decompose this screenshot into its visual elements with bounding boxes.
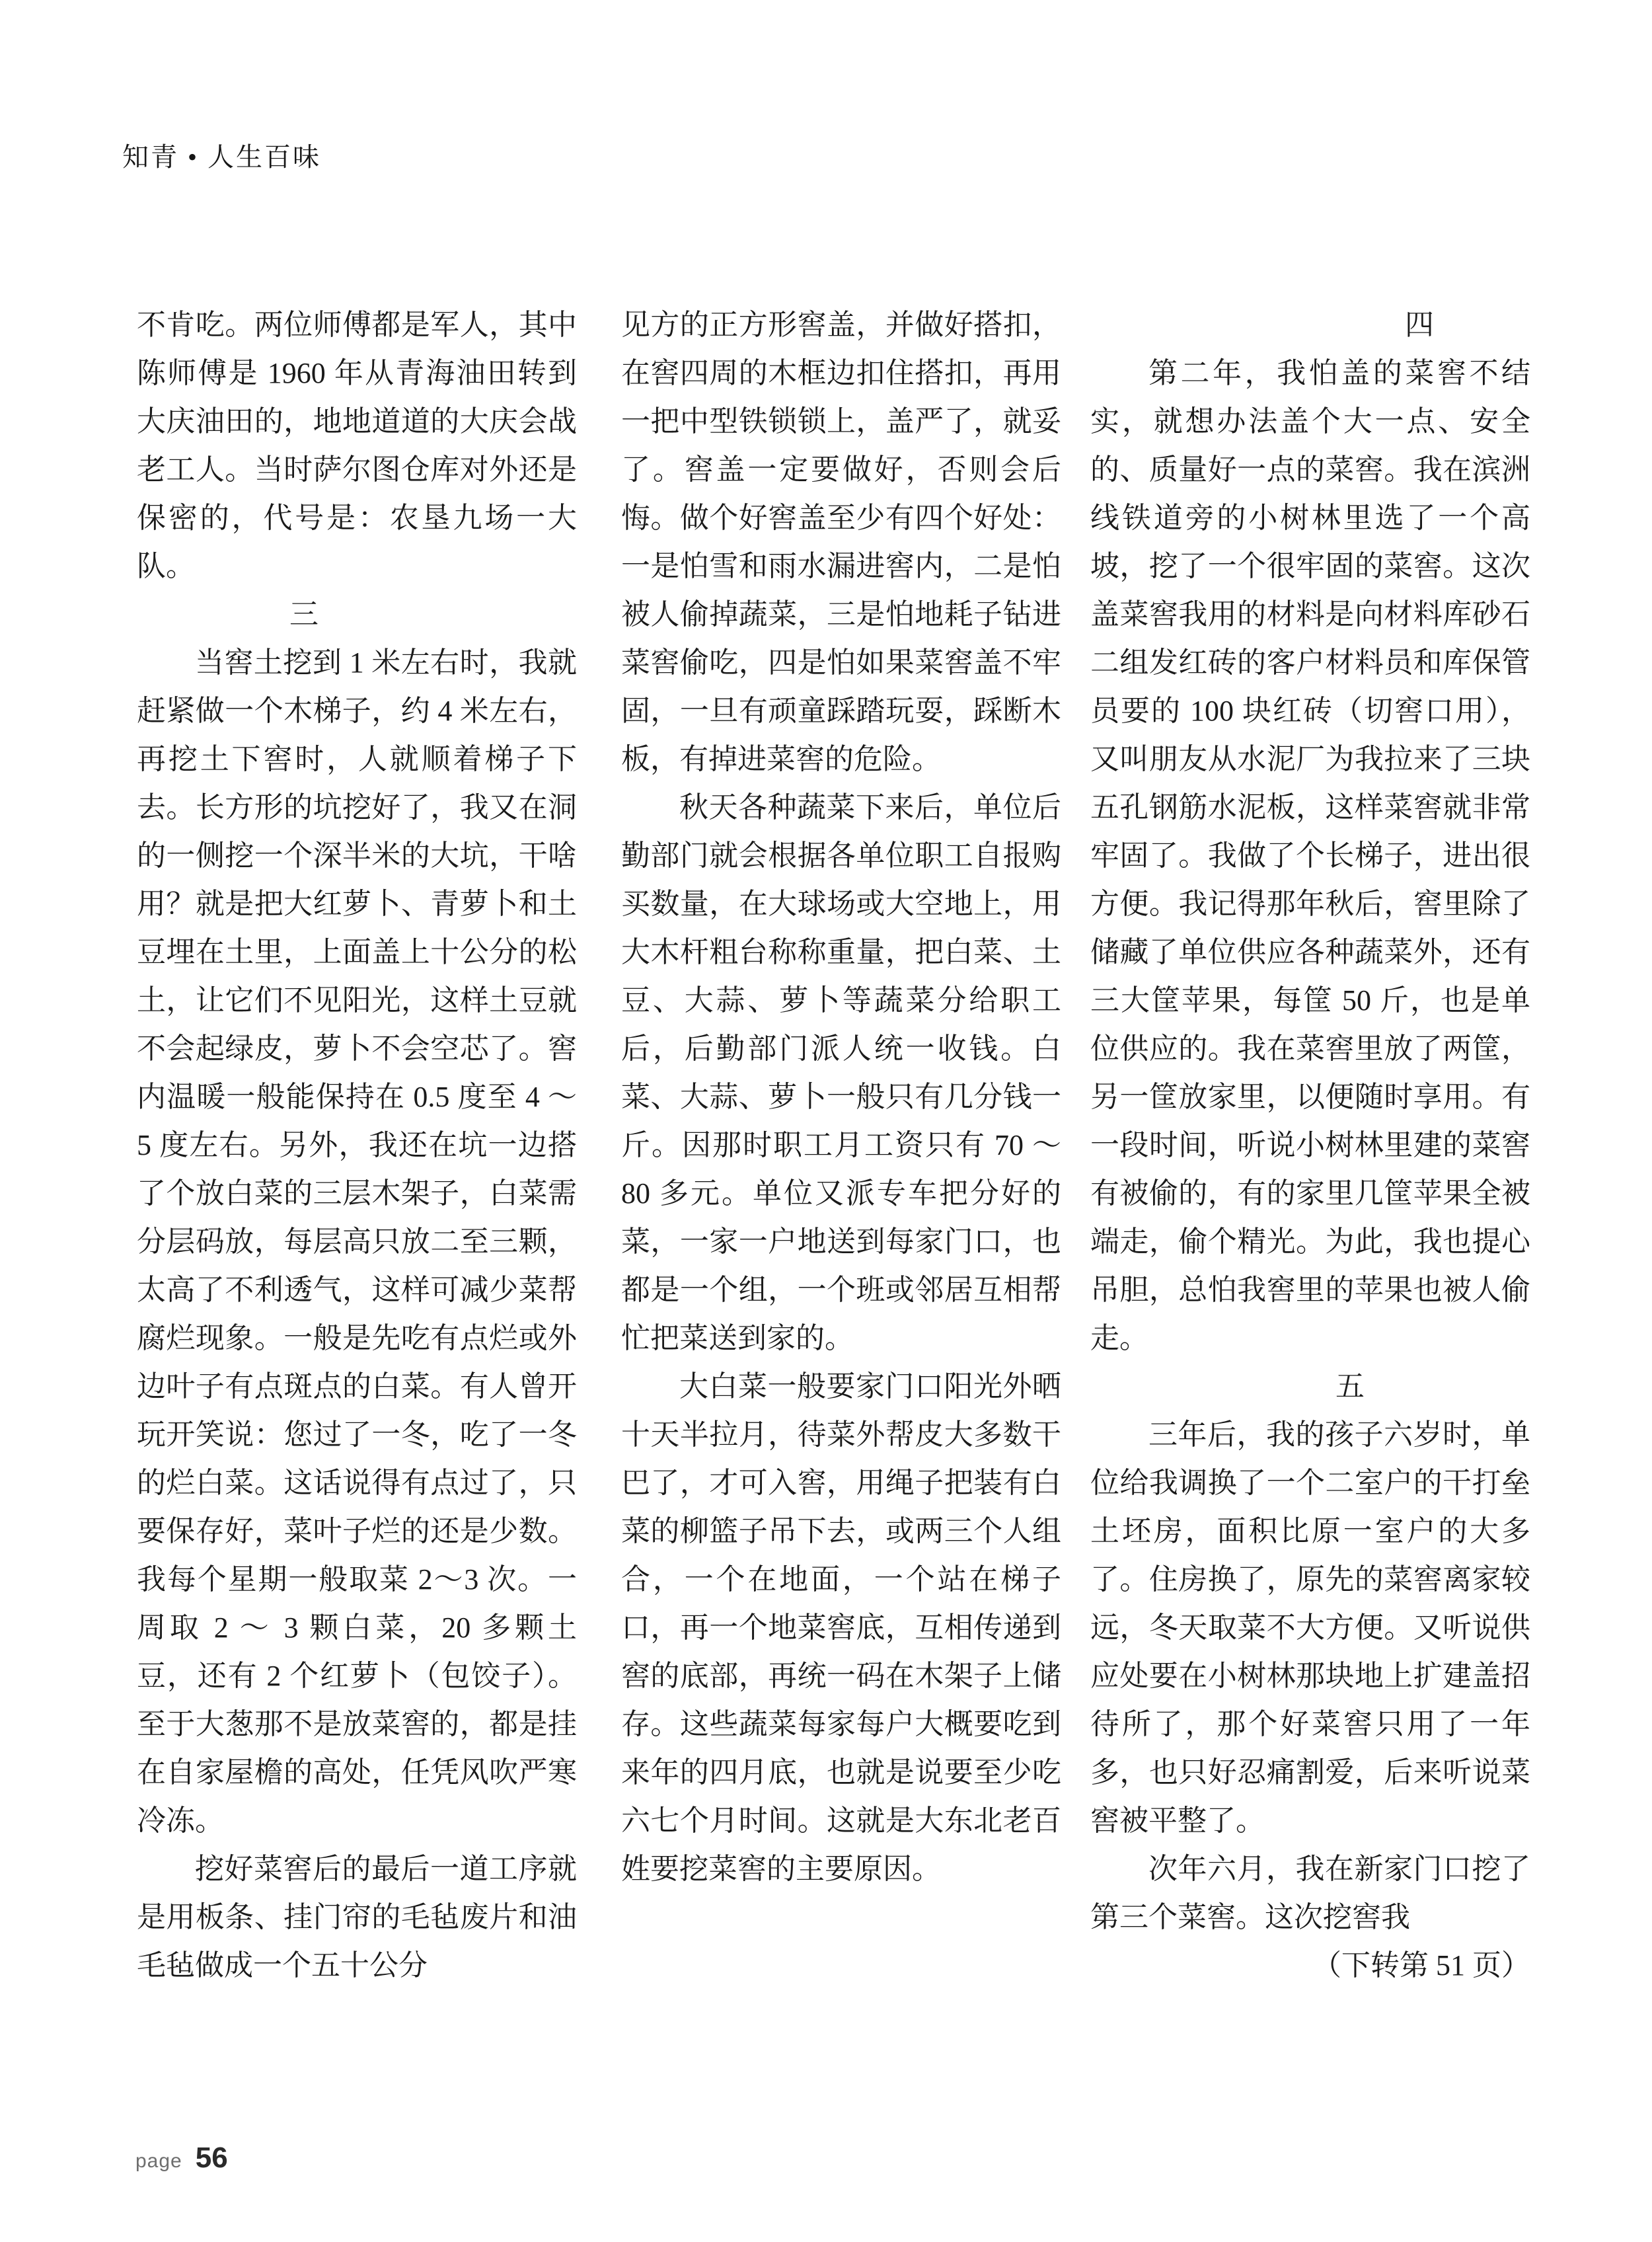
section-heading: 五 [1335, 1370, 1365, 1403]
text-column-2 [621, 301, 1061, 2099]
paragraph: 不肯吃。两位师傅都是军人，其中陈师傅是 1960 年从青海油田转到大庆油田的，地地道道的大庆会战老工人。当时萨尔图仓库对外还是保密的，代号是：农垦九场一大队。 [137, 309, 577, 582]
page-number: 56 [195, 2142, 228, 2174]
paragraph: 三年后，我的孩子六岁时，单位给我调换了一个二室户的干打垒土坯房，面积比原一室户的大多了。住房换了，原先的菜窖离家较远，冬天取菜不大方便。又听说供应处要在小树林那块地上扩建盖招待所了，那个好菜窖只用了一年多，也只好忍痛割爱，后来听说菜窖被平整了。 [1090, 1418, 1530, 1837]
continuation-note: （下转第 51 页） [1312, 1949, 1530, 1982]
text-column-3 [1090, 301, 1530, 2099]
paragraph: 见方的正方形窖盖，并做好搭扣，在窖四周的木框边扣住搭扣，再用一把中型铁锁锁上，盖严了，就妥了。窖盖一定要做好，否则会后悔。做个好窖盖至少有四个好处：一是怕雪和雨水漏进窖内，二是怕被人偷掉蔬菜，三是怕地耗子钻进菜窖偷吃，四是怕如果菜窖盖不牢固，一旦有顽童踩踏玩耍，踩断木板，有掉进菜窖的危险。 [621, 309, 1061, 775]
paragraph: 大白菜一般要家门口阳光外晒十天半拉月，待菜外帮皮大多数干巴了，才可入窖，用绳子把装有白菜的柳篮子吊下去，或两三个人组合，一个在地面，一个站在梯子口，再一个地菜窖底，互相传递到窖的底部，再统一码在木架子上储存。这些蔬菜每家每户大概要吃到来年的四月底，也就是说要至少吃六七个月时间。这就是大东北老百姓要挖菜窖的主要原因。 [621, 1370, 1061, 1885]
section-heading: 三 [289, 598, 319, 631]
paragraph: 次年六月，我在新家门口挖了第三个菜窖。这次挖窖我 [1090, 1853, 1530, 1933]
section-heading: 四 [1405, 309, 1434, 341]
page-label: page [135, 2150, 182, 2172]
paragraph: 秋天各种蔬菜下来后，单位后勤部门就会根据各单位职工自报购买数量，在大球场或大空地上，用大木杆粗台称称重量，把白菜、土豆、大蒜、萝卜等蔬菜分给职工后，后勤部门派人统一收钱。白菜、大蒜、萝卜一般只有几分钱一斤。因那时职工月工资只有 70 ～ 80 多元。单位又派专车把分好的菜，一家一户地送到每家门口，也都是一个组，一个班或邻居互相帮忙把菜送到家的。 [621, 791, 1061, 1354]
page-footer [135, 2142, 228, 2175]
paragraph: 当窖土挖到 1 米左右时，我就赶紧做一个木梯子，约 4 米左右，再挖土下窖时，人就顺着梯子下去。长方形的坑挖好了，我又在洞的一侧挖一个深半米的大坑，干啥用？就是把大红萝卜、青萝卜和土豆埋在土里，上面盖上十公分的松土，让它们不见阳光，这样土豆就不会起绿皮，萝卜不会空芯了。窖内温暖一般能保持在 0.5 度至 4 ～ 5 度左右。另外，我还在坑一边搭了个放白菜的三层木架子，白菜需分层码放，每层高只放二至三颗，太高了不利透气，这样可减少菜帮腐烂现象。一般是先吃有点烂或外边叶子有点斑点的白菜。有人曾开玩开笑说：您过了一冬，吃了一冬的烂白菜。这话说得有点过了，只要保存好，菜叶子烂的还是少数。我每个星期一般取菜 2～3 次。一周取 2 ～ 3 颗白菜，20 多颗土豆，还有 2 个红萝卜（包饺子）。至于大葱那不是放菜窖的，都是挂在自家屋檐的高处，任凭风吹严寒冷冻。 [137, 646, 577, 1837]
text-column-1 [137, 301, 577, 2099]
paragraph: 第二年，我怕盖的菜窖不结实，就想办法盖个大一点、安全的、质量好一点的菜窖。我在滨洲线铁道旁的小树林里选了一个高坡，挖了一个很牢固的菜窖。这次盖菜窖我用的材料是向材料库砂石二组发红砖的客户材料员和库保管员要的 100 块红砖（切窖口用），又叫朋友从水泥厂为我拉来了三块五孔钢筋水泥板，这样菜窖就非常牢固了。我做了个长梯子，进出很方便。我记得那年秋后，窖里除了储藏了单位供应各种蔬菜外，还有三大筐苹果，每筐 50 斤，也是单位供应的。我在菜窖里放了两筐，另一筐放家里，以便随时享用。有一段时间，听说小树林里建的菜窖有被偷的，有的家里几筐苹果全被端走，偷个精光。为此，我也提心吊胆，总怕我窖里的苹果也被人偷走。 [1090, 357, 1530, 1354]
section-label: 知青 • 人生百味 [122, 142, 322, 172]
paragraph: 挖好菜窖后的最后一道工序就是用板条、挂门帘的毛毡废片和油毛毡做成一个五十公分 [137, 1853, 577, 1982]
